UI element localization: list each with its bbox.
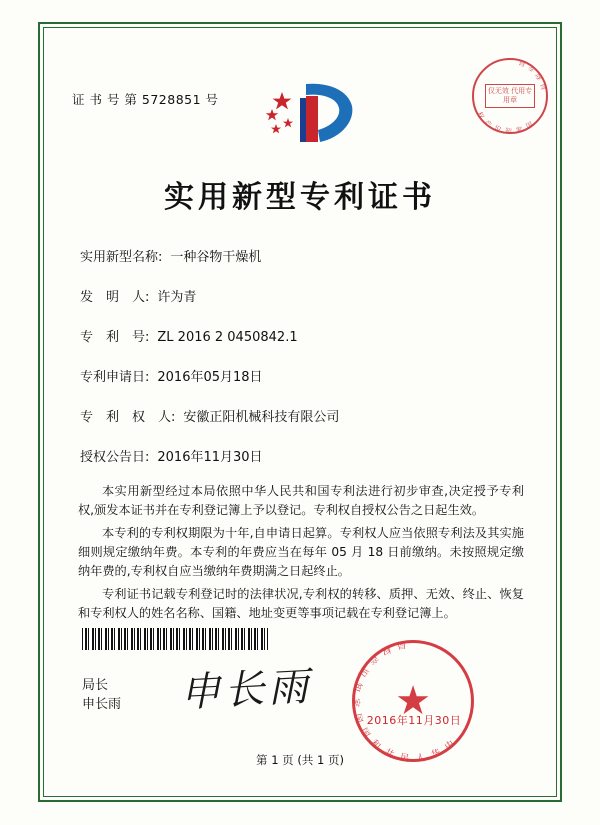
director-title [82, 676, 121, 714]
paragraph: 本专利的专利权期限为十年,自申请日起算。专利权人应当依照专利法及其实施细则规定缴纳年费。本专利的年费应当在每年 05 月 18 日前缴纳。未按照规定缴纳年费的,专利权自应当缴纳年费期满之日起终止。 [78, 526, 524, 578]
page-footer: 第 1 页 (共 1 页) [256, 753, 344, 767]
handwritten-signature: 申长雨 [179, 663, 314, 717]
field-label: 实用新型名称: [80, 250, 163, 265]
field-value: 2016年05月18日 [157, 370, 263, 385]
field-row [80, 286, 520, 305]
national-seal-ring-text: 中 华 人 民 共 和 国 国 家 知 识 产 权 局 [349, 638, 457, 765]
field-value: 2016年11月30日 [157, 450, 263, 465]
field-value: ZL 2016 2 0450842.1 [157, 330, 298, 345]
national-emblem-icon: ★ [395, 678, 431, 724]
red-round-seal [472, 58, 548, 134]
field-row [80, 406, 520, 425]
field-label: 专 利 权 人: [80, 410, 176, 425]
field-label: 专 利 号: [80, 330, 150, 345]
paragraph: 专利证书记载专利登记时的法律状况,专利权的转移、质押、无效、终止、恢复和专利权人的姓名名称、国籍、地址变更等事项记载在专利登记簿上。 [78, 587, 524, 620]
field-label: 授权公告日: [80, 450, 150, 465]
field-value: 一种谷物干燥机 [170, 250, 262, 265]
field-row [80, 326, 520, 345]
certificate-body-text [78, 482, 524, 627]
director-name: 申长雨 [82, 697, 122, 712]
director-title-line1: 局长 [82, 678, 109, 693]
certificate-number: 证 书 号 第 5728851 号 [72, 92, 219, 107]
field-row [80, 246, 520, 265]
certificate-fields [80, 246, 520, 486]
paragraph: 本实用新型经过本局依照中华人民共和国专利法进行初步审查,决定授予专利权,颁发本证书并在专利登记簿上予以登记。专利权自授权公告之日起生效。 [78, 484, 524, 517]
field-value: 许为青 [157, 290, 197, 305]
page-title: 实用新型专利证书 [164, 180, 436, 215]
seal-date: 2016年11月30日 [366, 714, 462, 727]
seal-arc-text: 国 家 知 识 产 权 局 专 利 局 [475, 58, 549, 136]
national-emblem-seal [349, 638, 474, 765]
seal-inner-text: 仅无效 代用专用章 [485, 84, 535, 108]
field-label: 专利申请日: [80, 370, 150, 385]
field-value: 安徽正阳机械科技有限公司 [183, 410, 340, 425]
barcode [82, 628, 268, 650]
field-row [80, 366, 520, 385]
patent-office-emblem [262, 78, 358, 150]
field-row [80, 446, 520, 465]
field-label: 发 明 人: [80, 290, 150, 305]
